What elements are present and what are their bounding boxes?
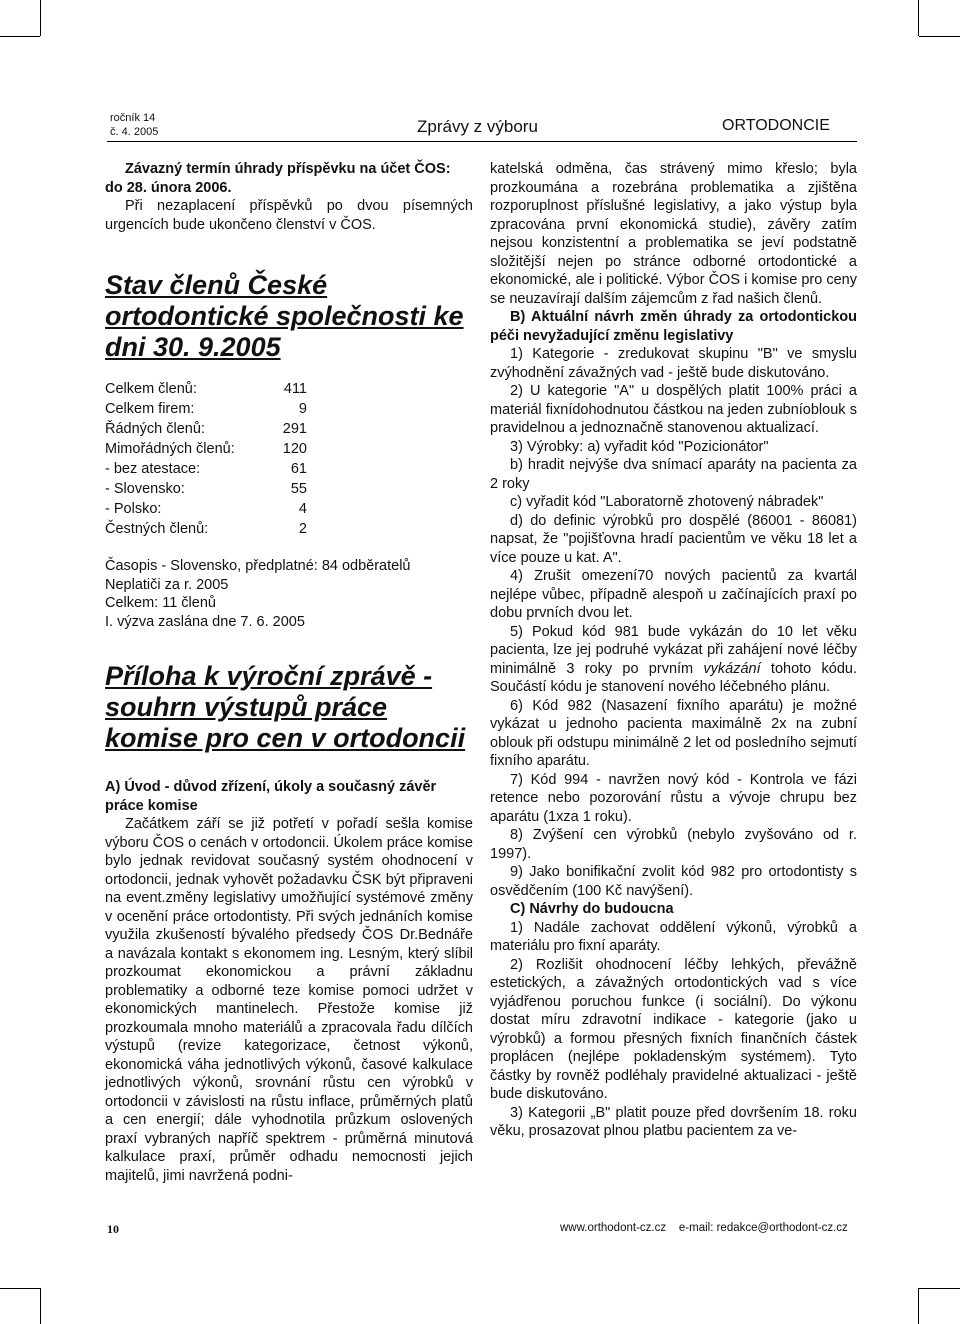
issue-info xyxy=(110,111,158,139)
item-b2: 2) U kategorie "A" u dospělých platit 100% práci a materiál fixnídohodnutou částkou na jeden zubníoblouk s pravidelnou a jednoznačně stanovenou aktualizací. xyxy=(490,383,857,436)
right-column xyxy=(490,160,857,1141)
section-a-title: A) Úvod - důvod zřízení, úkoly a současný závěr práce komise xyxy=(105,779,437,814)
crop-mark xyxy=(918,0,919,36)
casopis-line: Časopis - Slovensko, předplatné: 84 odběratelů xyxy=(105,558,411,574)
item-c3: 3) Kategorii „B" platit pouze před dovršením 18. roku věku, prosazovat plnou platbu pacientem za ve- xyxy=(490,1104,857,1139)
left-column xyxy=(105,160,473,1185)
appendix-heading: Příloha k výroční zprávě - souhrn výstupů práce komise pro cen v ortodoncii xyxy=(105,661,466,753)
payment-deadline: Závazný termín úhrady příspěvku na účet ČOS: do 28. února 2006. xyxy=(105,161,451,196)
item-b9: 9) Jako bonifikační zvolit kód 982 pro ortodontisty s osvědčením (100 Kč navýšení). xyxy=(490,864,857,899)
stat-row: Mimořádných členů: 120 xyxy=(105,441,307,457)
page-number: 10 xyxy=(107,1222,119,1236)
item-b4: 4) Zrušit omezení70 nových pacientů za kvartál nejlépe vůbec, případně alespoň u začínajících praxí po dobu prvních dvou let. xyxy=(490,568,857,621)
item-b3b: b) hradit nejvýše dva snímací aparáty na pacienta za 2 roky xyxy=(490,457,857,492)
item-c2: 2) Rozlišit ohodnocení léčby lehkých, převážně estetických, a závažných ortodontických vad s více vyjádřenou poruchou funkce (i sociální). Do výkonu dostat míru zdravotní indikace - kategorie (jako u výrobků) a formou přesných fixních finančních částek proplácen (nejlépe pokladenským systémem). Tyto částky by rovněž podléhaly pravidelné aktualizaci - ještě bude diskutováno. xyxy=(490,956,857,1102)
crop-mark xyxy=(919,36,960,37)
item-b7: 7) Kód 994 - navržen nový kód - Kontrola ve fázi retence nebo pozorování růstu a vývoje chrupu bez aparátu (1xza 1 roku). xyxy=(490,771,857,825)
stat-row: - Slovensko: 55 xyxy=(105,481,307,497)
section-c-title: C) Návrhy do budoucna xyxy=(510,901,674,917)
continued-text: katelská odměna, čas strávený mimo křeslo; byla prozkoumána a rozebrána problematika a zjištěna rozporuplnost příslušné legislativy, a jako výstup byla zpracována první ekonomická studie), závěry zatím nejsou konzistentní a problematika se jeví podstatně složitější nejen po stránce odborné ortodontické a ekonomické, ale i politické. Výbor ČOS i komise pro ceny se neuzavírají dalším zájemcům z řad našich členů. xyxy=(490,161,857,307)
item-b3d: d) do definic výrobků pro dospělé (86001 - 86081) napsat, že "pojišťovna hradí pacientům ve věku 18 let a více pouze u kat. A". xyxy=(490,512,857,566)
crop-mark xyxy=(0,36,40,37)
stat-row: - bez atestace: 61 xyxy=(105,461,307,477)
item-b5: 5) Pokud kód 981 bude vykázán do 10 let věku pacienta, lze jej podruhé vykázat při zahájení nové léčby minimálně 3 roky po prvním vykázání tohoto kódu. Součástí kódu je stanovení nového léčebného plánu. xyxy=(490,623,857,695)
item-c1: 1) Nadále zachovat oddělení výkonů, výrobků a materiálu pro fixní aparáty. xyxy=(490,919,857,954)
email-link[interactable]: e-mail: redakce@orthodont-cz.cz xyxy=(678,1222,848,1234)
item-b3a: 3) Výrobky: a) vyřadit kód "Pozicionátor" xyxy=(510,438,769,455)
volume-label: ročník 14 xyxy=(110,112,156,124)
issue-label: č. 4. 2005 xyxy=(110,126,159,138)
payment-notice: Při nezaplacení příspěvků po dvou písemných urgencích bude ukončeno členství v ČOS. xyxy=(105,198,473,233)
crop-mark xyxy=(0,1288,40,1289)
members-heading: Stav členů České ortodontické společnosti ke dni 30. 9.2005 xyxy=(105,270,464,362)
section-a-text: Začátkem září se již potřetí v pořadí sešla komise výboru ČOS o cenách v ortodoncii. Úkolem práce komise bylo jednak revidovat současný systém ohodnocení v ortodoncii, jednak vyhovět požadavku ČSK být připraveni na event.změny legislativy umožňující systémové změny v ocenění práce ortodontisty. Při svých jednáních komise využila zkušeností bývalého předsedy ČOS Dr.Bednáře a navázala kontakt s ekonomem ing. Lesným, který slíbil prozkoumat ekonomickou a právní základnu problematiky a odborné teze komise pomoci udržet v ekonomických mantinelech. Přestože komise již prozkoumala mnoho materiálů a zpracovala řadu dílčích výstupů (revize kategorizace, četnost výkonů, ekonomická váha jednotlivých výkonů, časové kalkulace jednotlivých výkonů, srovnání růstu cen výrobků v ortodoncii v závislosti na růstu inflace, průměrných platů a cen energií; dále vyhodnotila průzkum oslovených praxí vybraných napříč spektrem - průměrná minutová kalkulace praxí, průměr odhadu nemocnosti jejich majitelů, jimi navržená podni- xyxy=(105,816,473,1184)
item-b1: 1) Kategorie - zredukovat skupinu "B" ve smyslu zvýhodnění závažných vad - ještě bude diskutováno. xyxy=(490,346,857,381)
item-b6: 6) Kód 982 (Nasazení fixního aparátu) je možné vykázat u jednoho pacienta maximálně 2x na zubní oblouk při odstupu minimálně 2 let od posledního sejmutí fixního aparátu. xyxy=(490,697,857,769)
header-divider xyxy=(107,141,857,142)
celkem-line: Celkem: 11 členů xyxy=(105,595,216,611)
stat-row: Celkem firem: 9 xyxy=(105,401,307,417)
section-title: Zprávy z výboru xyxy=(417,117,538,136)
website-link[interactable]: www.orthodont-cz.cz xyxy=(560,1222,667,1234)
neplatici-line: Neplatiči za r. 2005 xyxy=(105,576,229,593)
section-b-title: B) Aktuální návrh změn úhrady za ortodontickou péči nevyžadující změnu legislativy xyxy=(490,309,857,344)
member-stats xyxy=(105,379,473,539)
crop-mark xyxy=(919,1288,960,1289)
journal-title: ORTODONCIE xyxy=(722,117,830,134)
crop-mark xyxy=(918,1288,919,1324)
stat-row: Celkem členů: 411 xyxy=(105,381,307,397)
item-b3c: c) vyřadit kód "Laboratorně zhotovený nábradek" xyxy=(510,494,824,510)
vyzva-line: I. výzva zaslána dne 7. 6. 2005 xyxy=(105,613,305,630)
item-b8: 8) Zvýšení cen výrobků (nebylo zvyšováno od r. 1997). xyxy=(490,827,857,862)
stat-row: - Polsko: 4 xyxy=(105,501,307,517)
stat-row: Řádných členů: 291 xyxy=(105,421,307,437)
stat-row: Čestných členů: 2 xyxy=(105,521,307,537)
crop-mark xyxy=(40,1288,41,1324)
subscription-info xyxy=(105,557,473,631)
crop-mark xyxy=(40,0,41,36)
footer-contact xyxy=(560,1222,848,1234)
